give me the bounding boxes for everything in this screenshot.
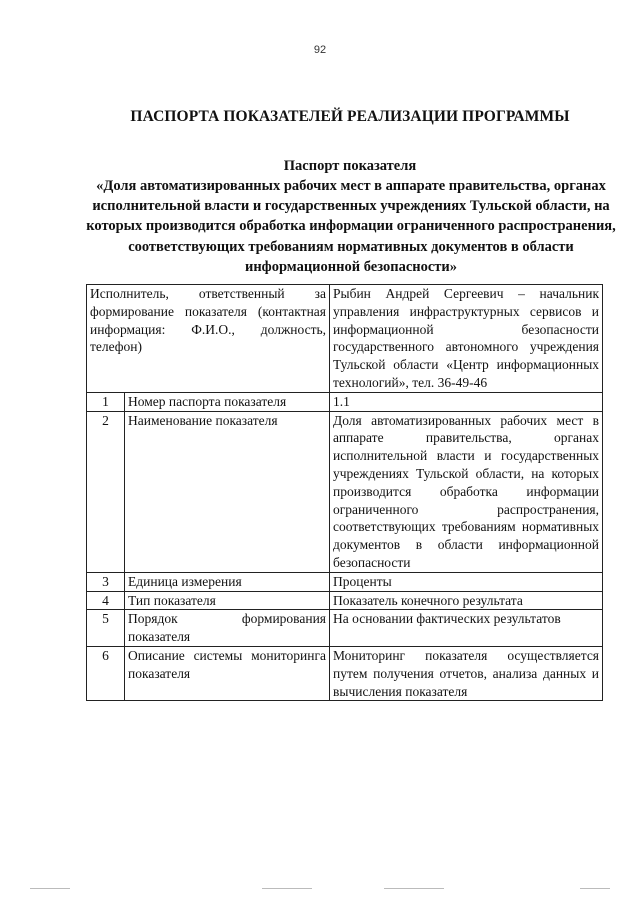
table-row <box>87 572 603 591</box>
passport-indicator-name: «Доля автоматизированных рабочих мест в аппарате правительства, органах исполнительной власти и государственных учреждениях Тульской области, на которых производится обработка информации ограниченного распространения, соответствующих требованиям нормативных документов в области информационной безопасности» <box>86 178 616 275</box>
main-title: ПАСПОРТА ПОКАЗАТЕЛЕЙ РЕАЛИЗАЦИИ ПРОГРАММЫ <box>130 108 570 125</box>
scan-artifact <box>384 888 444 889</box>
row-number: 3 <box>87 572 125 591</box>
row-value: Доля автоматизированных рабочих мест в аппарате правительства, органах исполнительной власти и государственных учреждениях Тульской области, на которых производится обработка информации ограниченного распространения, соответствующих требованиям нормативных документов в области информационной безопасности <box>330 411 603 572</box>
row-value: Показатель конечного результата <box>330 591 603 610</box>
responsible-value: Рыбин Андрей Сергеевич – начальник управления инфраструктурных сервисов и информационной безопасности государственного автономного учреждения Тульской области «Центр информационных технологий», тел. 36-49-46 <box>330 285 603 393</box>
scan-artifact <box>262 888 312 889</box>
row-label: Номер паспорта показателя <box>125 392 330 411</box>
passport-title: Паспорт показателя <box>283 158 417 174</box>
row-number: 4 <box>87 591 125 610</box>
table-row <box>87 646 603 700</box>
row-number: 2 <box>87 411 125 572</box>
row-label: Единица измерения <box>125 572 330 591</box>
row-number: 6 <box>87 646 125 700</box>
responsible-label: Исполнитель, ответственный за формирование показателя (контактная информация: Ф.И.О., должность, телефон) <box>87 285 330 393</box>
row-value: 1.1 <box>330 392 603 411</box>
table-row <box>87 610 603 647</box>
row-value: На основании фактических результатов <box>330 610 603 647</box>
row-label: Порядок формирования показателя <box>125 610 330 647</box>
table-row <box>87 392 603 411</box>
row-label: Тип показателя <box>125 591 330 610</box>
row-value: Проценты <box>330 572 603 591</box>
table-row-responsible <box>87 285 603 393</box>
row-number: 1 <box>87 392 125 411</box>
indicator-passport-table <box>86 284 603 701</box>
row-number: 5 <box>87 610 125 647</box>
page-number: 92 <box>313 44 327 56</box>
scan-artifact <box>30 888 70 889</box>
table-row <box>87 591 603 610</box>
row-value: Мониторинг показателя осуществляется путем получения отчетов, анализа данных и вычисления показателя <box>330 646 603 700</box>
scan-artifact <box>580 888 610 889</box>
row-label: Описание системы мониторинга показателя <box>125 646 330 700</box>
table-row <box>87 411 603 572</box>
row-label: Наименование показателя <box>125 411 330 572</box>
